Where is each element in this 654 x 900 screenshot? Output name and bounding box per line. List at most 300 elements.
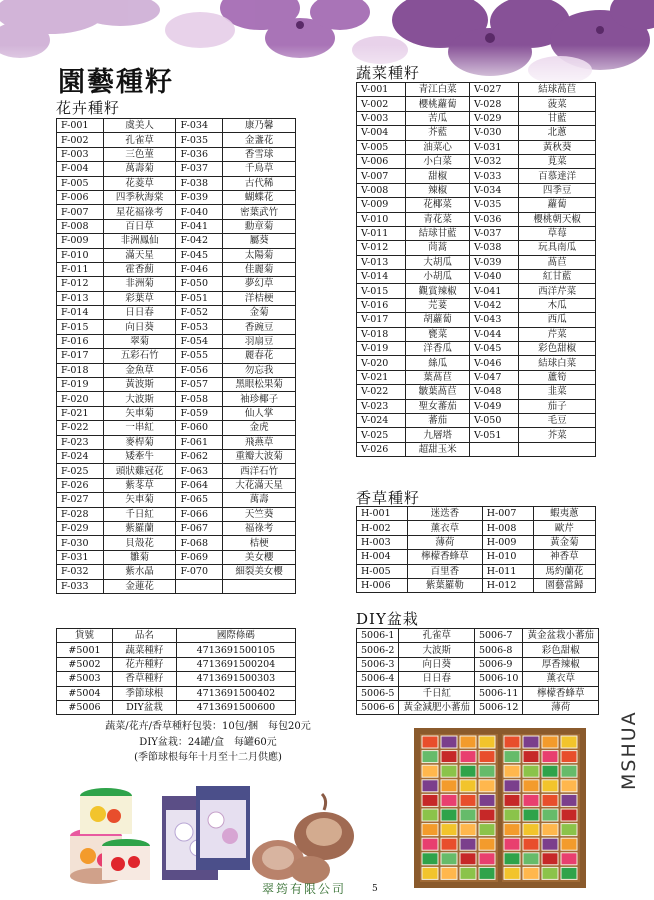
item-code-cell: H-008 — [482, 521, 533, 535]
flower-seed-row — [57, 320, 296, 334]
item-name-cell: 韭菜 — [519, 385, 596, 399]
item-name-cell: 櫻桃朝天椒 — [519, 212, 596, 226]
item-code-cell: V-049 — [470, 399, 519, 413]
herb-seed-row — [357, 564, 596, 578]
page-title: 園藝種籽 — [58, 67, 174, 98]
seed-packet-slot — [523, 780, 539, 792]
seed-packet-slot — [504, 809, 520, 821]
vegetable-seed-row — [357, 356, 596, 370]
vegetable-seed-row — [357, 399, 596, 413]
column-header: 國際條碼 — [176, 629, 295, 643]
item-name-cell: 黃金減肥小蕃茄 — [399, 700, 475, 714]
item-code-cell: 5006-5 — [357, 686, 399, 700]
item-name-cell: 日日春 — [399, 672, 475, 686]
item-name-cell: 桔梗 — [223, 536, 296, 550]
item-code-cell: V-043 — [470, 313, 519, 327]
item-name-cell: 金蓮花 — [103, 579, 176, 593]
column-header: 貨號 — [57, 629, 113, 643]
flower-seed-row — [57, 349, 296, 363]
item-name-cell: 矢車菊 — [103, 406, 176, 420]
item-name-cell: 洋桔梗 — [223, 291, 296, 305]
flower-seed-row — [57, 421, 296, 435]
seed-packet-slot — [422, 794, 438, 806]
item-name-cell: 天竺葵 — [223, 507, 296, 521]
vegetable-seed-row — [357, 270, 596, 284]
item-code-cell — [176, 579, 223, 593]
item-code-cell: F-061 — [176, 435, 223, 449]
item-name-cell: 芫荽 — [406, 298, 470, 312]
item-name-cell: 芥藍 — [406, 126, 470, 140]
item-name-cell: 蕃茄 — [406, 413, 470, 427]
flower-seed-row — [57, 147, 296, 161]
item-name-cell: 佳麗菊 — [223, 262, 296, 276]
seed-packet-slot — [460, 765, 476, 777]
diy-pot-row — [357, 629, 599, 643]
item-code-cell: V-031 — [470, 140, 519, 154]
diy-pot-row — [357, 657, 599, 671]
item-code-cell: F-035 — [176, 133, 223, 147]
seed-packet-slot — [542, 867, 558, 879]
flower-seed-row — [57, 392, 296, 406]
flower-seed-row — [57, 435, 296, 449]
item-name-cell: 密葉武竹 — [223, 205, 296, 219]
item-code-cell: 5006-9 — [474, 657, 522, 671]
item-code-cell: F-042 — [176, 234, 223, 248]
item-name-cell: 仙人掌 — [223, 406, 296, 420]
flower-seed-row — [57, 262, 296, 276]
column-header: 品名 — [112, 629, 176, 643]
product-code-cell: #5001 — [57, 643, 113, 657]
item-code-cell: F-045 — [176, 248, 223, 262]
seed-packet-slot — [542, 809, 558, 821]
item-code-cell: F-015 — [57, 320, 104, 334]
item-code-cell: F-036 — [176, 147, 223, 161]
seed-packet-slot — [561, 736, 577, 748]
item-name-cell: 木瓜 — [519, 298, 596, 312]
seed-can-icon — [70, 788, 150, 884]
item-code-cell: V-039 — [470, 255, 519, 269]
item-name-cell: 超甜玉米 — [406, 442, 470, 456]
item-name-cell: 孔雀草 — [399, 629, 475, 643]
seed-packet-slot — [422, 809, 438, 821]
item-name-cell: 四季豆 — [519, 183, 596, 197]
item-code-cell: H-006 — [357, 578, 408, 592]
item-code-cell: 5006-8 — [474, 643, 522, 657]
seed-packet-slot — [441, 824, 457, 836]
item-name-cell: 西瓜 — [519, 313, 596, 327]
seed-packet-slot — [441, 809, 457, 821]
item-code-cell: V-041 — [470, 284, 519, 298]
vegetable-seed-row — [357, 327, 596, 341]
item-code-cell: V-045 — [470, 342, 519, 356]
seed-packet-slot — [561, 751, 577, 763]
item-code-cell: V-002 — [357, 97, 406, 111]
diy-pot-table — [356, 628, 599, 715]
seed-packet-slot — [479, 736, 495, 748]
seed-packet-slot — [441, 867, 457, 879]
item-name-cell: 紫水晶 — [103, 565, 176, 579]
diy-pot-row — [357, 643, 599, 657]
seed-packet-slot — [441, 838, 457, 850]
item-code-cell: F-010 — [57, 248, 104, 262]
item-code-cell: V-023 — [357, 399, 406, 413]
seed-packet-slot — [460, 838, 476, 850]
item-code-cell: V-001 — [357, 83, 406, 97]
item-name-cell: 四季秋海棠 — [103, 190, 176, 204]
item-name-cell: 孔雀草 — [103, 133, 176, 147]
flower-seed-table — [56, 118, 296, 594]
vegetable-seed-table — [356, 82, 596, 457]
flower-seed-row — [57, 190, 296, 204]
item-code-cell: V-019 — [357, 342, 406, 356]
item-code-cell: F-051 — [176, 291, 223, 305]
item-name-cell: 萬壽 — [223, 493, 296, 507]
item-code-cell: F-039 — [176, 190, 223, 204]
flower-bulb-icon — [252, 794, 354, 884]
vegetable-seed-row — [357, 169, 596, 183]
seed-packet-slot — [561, 780, 577, 792]
seed-packet-slot — [542, 751, 558, 763]
vegetable-seed-row — [357, 97, 596, 111]
item-code-cell: F-017 — [57, 349, 104, 363]
seed-packet-slot — [542, 765, 558, 777]
item-code-cell: F-041 — [176, 219, 223, 233]
item-code-cell: V-044 — [470, 327, 519, 341]
item-name-cell: 大花滿天星 — [223, 478, 296, 492]
flower-seed-row — [57, 464, 296, 478]
item-name-cell: 百里香 — [408, 564, 483, 578]
flower-seed-row — [57, 536, 296, 550]
seed-packet-slot — [542, 853, 558, 865]
item-name-cell: 香雪球 — [223, 147, 296, 161]
item-name-cell: 滿天星 — [103, 248, 176, 262]
item-name-cell: 花椰菜 — [406, 198, 470, 212]
seed-packet-slot — [479, 824, 495, 836]
item-name-cell: 屬葵 — [223, 234, 296, 248]
flower-seed-row — [57, 291, 296, 305]
flower-seed-row — [57, 378, 296, 392]
item-name-cell: 玩具南瓜 — [519, 241, 596, 255]
item-name-cell: 甕菜 — [406, 327, 470, 341]
item-name-cell: 古代稀 — [223, 176, 296, 190]
flower-seed-row — [57, 248, 296, 262]
flower-seed-row — [57, 507, 296, 521]
seed-packet-slot — [504, 765, 520, 777]
item-code-cell: 5006-7 — [474, 629, 522, 643]
item-code-cell: F-037 — [176, 162, 223, 176]
herb-seed-row — [357, 521, 596, 535]
product-row — [57, 686, 296, 700]
item-code-cell: F-011 — [57, 262, 104, 276]
item-code-cell: F-022 — [57, 421, 104, 435]
item-code-cell: 5006-12 — [474, 700, 522, 714]
item-name-cell: 翠菊 — [103, 334, 176, 348]
item-name-cell: 金盞花 — [223, 133, 296, 147]
item-code-cell: V-038 — [470, 241, 519, 255]
product-name-cell: 蔬菜種籽 — [112, 643, 176, 657]
seed-packet-slot — [422, 780, 438, 792]
seed-packet-slot — [542, 824, 558, 836]
seed-packet-slot — [422, 867, 438, 879]
item-name-cell: 黃波斯 — [103, 378, 176, 392]
seed-packet-slot — [523, 853, 539, 865]
item-code-cell: F-058 — [176, 392, 223, 406]
item-name-cell: 大胡瓜 — [406, 255, 470, 269]
item-name-cell: 黃金菊 — [533, 535, 595, 549]
item-name-cell: 細裂美女櫻 — [223, 565, 296, 579]
product-table-header — [57, 629, 296, 643]
item-code-cell: H-002 — [357, 521, 408, 535]
seed-packet-slot — [479, 853, 495, 865]
item-code-cell: V-022 — [357, 385, 406, 399]
vegetable-seed-row — [357, 241, 596, 255]
item-code-cell: F-025 — [57, 464, 104, 478]
item-code-cell: V-033 — [470, 169, 519, 183]
item-code-cell: F-059 — [176, 406, 223, 420]
item-code-cell: V-015 — [357, 284, 406, 298]
item-code-cell: F-004 — [57, 162, 104, 176]
item-name-cell: 日日春 — [103, 306, 176, 320]
seed-packet-icon — [162, 786, 250, 880]
item-code-cell: V-020 — [357, 356, 406, 370]
diy-pot-row — [357, 686, 599, 700]
vegetable-seed-row — [357, 126, 596, 140]
item-name-cell: 非洲菊 — [103, 277, 176, 291]
item-code-cell: F-064 — [176, 478, 223, 492]
item-name-cell: 觀賞辣椒 — [406, 284, 470, 298]
seed-packet-slot — [479, 794, 495, 806]
item-code-cell: V-048 — [470, 385, 519, 399]
vegetable-seed-row — [357, 313, 596, 327]
item-code-cell: V-047 — [470, 370, 519, 384]
item-code-cell: V-029 — [470, 111, 519, 125]
item-name-cell — [223, 579, 296, 593]
item-name-cell: 彩色甜椒 — [523, 643, 599, 657]
item-code-cell: F-066 — [176, 507, 223, 521]
flower-seed-row — [57, 119, 296, 133]
seed-packet-slot — [504, 736, 520, 748]
item-code-cell: V-017 — [357, 313, 406, 327]
seed-packet-slot — [504, 751, 520, 763]
vegetable-seed-row — [357, 255, 596, 269]
flower-seed-row — [57, 406, 296, 420]
item-code-cell: F-053 — [176, 320, 223, 334]
item-name-cell: 結球萵苣 — [519, 83, 596, 97]
item-code-cell: F-065 — [176, 493, 223, 507]
item-code-cell: F-008 — [57, 219, 104, 233]
item-name-cell: 迷迭香 — [408, 507, 483, 521]
seed-packet-slot — [422, 765, 438, 777]
item-name-cell: 青花菜 — [406, 212, 470, 226]
herb-seed-row — [357, 550, 596, 564]
item-name-cell: 結球甘藍 — [406, 226, 470, 240]
seed-packet-slot — [460, 853, 476, 865]
item-name-cell: 千日紅 — [399, 686, 475, 700]
item-code-cell: F-069 — [176, 550, 223, 564]
item-name-cell: 麗春花 — [223, 349, 296, 363]
item-code-cell: F-023 — [57, 435, 104, 449]
item-name-cell: 彩葉草 — [103, 291, 176, 305]
item-name-cell: 油菜心 — [406, 140, 470, 154]
seed-packet-slot — [460, 809, 476, 821]
item-code-cell: V-010 — [357, 212, 406, 226]
item-name-cell: 櫻桃蘿蔔 — [406, 97, 470, 111]
item-name-cell: 蝴蝶花 — [223, 190, 296, 204]
item-code-cell: F-056 — [176, 363, 223, 377]
item-name-cell: 菠菜 — [519, 97, 596, 111]
seed-packet-slot — [441, 751, 457, 763]
seed-packet-slot — [479, 838, 495, 850]
item-code-cell: V-012 — [357, 241, 406, 255]
item-code-cell: V-040 — [470, 270, 519, 284]
item-code-cell: V-004 — [357, 126, 406, 140]
item-code-cell: F-050 — [176, 277, 223, 291]
item-name-cell: 虞美人 — [103, 119, 176, 133]
item-name-cell: 園藝當歸 — [533, 578, 595, 592]
item-name-cell: 絲瓜 — [406, 356, 470, 370]
product-code-cell: #5002 — [57, 657, 113, 671]
seed-packet-slot — [504, 780, 520, 792]
item-code-cell: F-021 — [57, 406, 104, 420]
item-code-cell: F-057 — [176, 378, 223, 392]
product-barcode-table — [56, 628, 296, 715]
seed-packet-slot — [523, 809, 539, 821]
item-code-cell: F-002 — [57, 133, 104, 147]
item-name-cell: 青江白菜 — [406, 83, 470, 97]
item-code-cell: V-046 — [470, 356, 519, 370]
item-code-cell: V-034 — [470, 183, 519, 197]
seed-packet-slot — [561, 867, 577, 879]
item-name-cell: 向日葵 — [103, 320, 176, 334]
item-code-cell: V-042 — [470, 298, 519, 312]
item-name-cell: 三色菫 — [103, 147, 176, 161]
seed-packet-slot — [441, 794, 457, 806]
item-code-cell: H-011 — [482, 564, 533, 578]
seed-packet-slot — [479, 809, 495, 821]
item-name-cell: 貝殼花 — [103, 536, 176, 550]
item-name-cell: 薰衣草 — [408, 521, 483, 535]
vegetable-seed-row — [357, 140, 596, 154]
item-code-cell: F-027 — [57, 493, 104, 507]
herb-seed-row — [357, 535, 596, 549]
vegetable-seed-row — [357, 212, 596, 226]
item-name-cell: 小白菜 — [406, 154, 470, 168]
item-name-cell: 福祿考 — [223, 521, 296, 535]
herb-section-heading: 香草種籽 — [356, 489, 421, 507]
item-code-cell: V-007 — [357, 169, 406, 183]
vegetable-seed-row — [357, 298, 596, 312]
item-name-cell: 重瓣大波菊 — [223, 449, 296, 463]
product-code-cell: #5004 — [57, 686, 113, 700]
item-code-cell: V-014 — [357, 270, 406, 284]
barcode-cell: 4713691500204 — [176, 657, 295, 671]
item-code-cell: F-068 — [176, 536, 223, 550]
flower-seed-row — [57, 133, 296, 147]
seed-packet-slot — [523, 736, 539, 748]
item-code-cell: F-014 — [57, 306, 104, 320]
item-name-cell: 芥菜 — [519, 428, 596, 442]
item-code-cell: F-038 — [176, 176, 223, 190]
item-name-cell: 辣椒 — [406, 183, 470, 197]
item-code-cell: F-063 — [176, 464, 223, 478]
item-name-cell: 九層塔 — [406, 428, 470, 442]
item-name-cell: 霍香薊 — [103, 262, 176, 276]
item-name-cell: 薄荷 — [523, 700, 599, 714]
page-number: 5 — [372, 884, 378, 894]
item-name-cell: 向日葵 — [399, 657, 475, 671]
item-code-cell: V-050 — [470, 413, 519, 427]
item-name-cell: 大波斯 — [103, 392, 176, 406]
item-name-cell: 葉萵苣 — [406, 370, 470, 384]
seed-packet-slot — [504, 867, 520, 879]
item-name-cell: 花菱草 — [103, 176, 176, 190]
item-name-cell: 金魚草 — [103, 363, 176, 377]
item-code-cell: V-028 — [470, 97, 519, 111]
item-name-cell: 西洋石竹 — [223, 464, 296, 478]
item-code-cell: F-028 — [57, 507, 104, 521]
seed-packet-slot — [422, 751, 438, 763]
item-name-cell: 千日紅 — [103, 507, 176, 521]
item-code-cell: V-009 — [357, 198, 406, 212]
barcode-cell: 4713691500402 — [176, 686, 295, 700]
product-row — [57, 700, 296, 714]
item-name-cell: 莧菜 — [519, 154, 596, 168]
product-name-cell: DIY盆栽 — [112, 700, 176, 714]
item-name-cell: 美女櫻 — [223, 550, 296, 564]
flower-seed-row — [57, 234, 296, 248]
vegetable-seed-row — [357, 442, 596, 456]
item-code-cell: V-026 — [357, 442, 406, 456]
seed-packet-slot — [422, 824, 438, 836]
item-code-cell: 5006-10 — [474, 672, 522, 686]
item-name-cell: 紅甘藍 — [519, 270, 596, 284]
item-code-cell: F-003 — [57, 147, 104, 161]
item-name-cell: 夢幻草 — [223, 277, 296, 291]
seed-cans-and-bulbs-image — [66, 776, 366, 888]
packaging-note-1: 蔬菜/花卉/香草種籽包裝：10包/捆 每包20元 — [105, 721, 311, 732]
flower-seed-row — [57, 579, 296, 593]
item-name-cell: 康乃馨 — [223, 119, 296, 133]
item-name-cell: 厚香辣椒 — [523, 657, 599, 671]
product-name-cell: 季節球根 — [112, 686, 176, 700]
vegetable-seed-row — [357, 154, 596, 168]
seed-packet-slot — [460, 780, 476, 792]
seed-packet-slot — [479, 765, 495, 777]
item-code-cell: F-020 — [57, 392, 104, 406]
item-name-cell: 苦瓜 — [406, 111, 470, 125]
item-name-cell: 勳章菊 — [223, 219, 296, 233]
item-name-cell: 草莓 — [519, 226, 596, 240]
vegetable-section-heading: 蔬菜種籽 — [356, 64, 421, 82]
seed-packet-slot — [542, 838, 558, 850]
item-code-cell: F-030 — [57, 536, 104, 550]
item-name-cell: 黃金盆栽小蕃茄 — [523, 629, 599, 643]
item-code-cell: F-062 — [176, 449, 223, 463]
vegetable-seed-row — [357, 226, 596, 240]
item-code-cell: 5006-1 — [357, 629, 399, 643]
vegetable-seed-row — [357, 385, 596, 399]
barcode-cell: 4713691500303 — [176, 672, 295, 686]
seed-packet-slot — [504, 824, 520, 836]
item-name-cell: 紫苳草 — [103, 478, 176, 492]
item-code-cell: F-060 — [176, 421, 223, 435]
seed-packet-slot — [523, 751, 539, 763]
item-name-cell: 雛菊 — [103, 550, 176, 564]
item-name-cell: 矮牽牛 — [103, 449, 176, 463]
seed-packet-slot — [441, 780, 457, 792]
flower-seed-row — [57, 550, 296, 564]
item-name-cell: 萵苣 — [519, 255, 596, 269]
